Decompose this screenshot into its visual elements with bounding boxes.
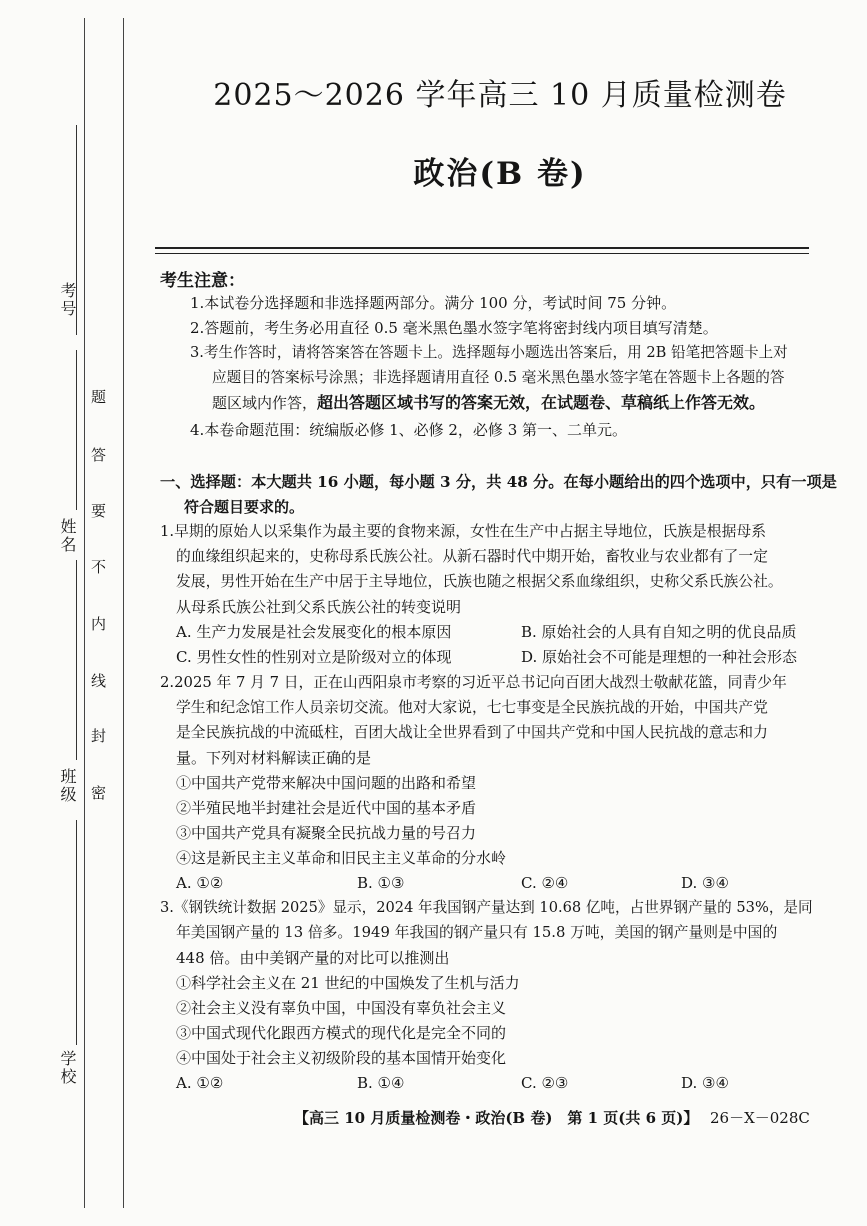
paper-code: 26－X－028C xyxy=(710,1109,810,1127)
q2-option-a: A. ①② xyxy=(176,874,224,892)
notice-item-1: 1.本试卷分选择题和非选择题两部分。满分 100 分，考试时间 75 分钟。 xyxy=(190,294,677,312)
q1-option-b: B. 原始社会的人具有自知之明的优良品质 xyxy=(521,623,797,641)
notice-item-3-end xyxy=(212,393,765,413)
q2-option-c: C. ②④ xyxy=(521,874,569,892)
q3-stem-line-3: 448 倍。由中美钢产量的对比可以推测出 xyxy=(176,949,450,967)
q3-option-b: B. ①④ xyxy=(357,1074,405,1092)
notice-warning: 超出答题区域书写的答案无效，在试题卷、草稿纸上作答无效。 xyxy=(317,393,766,412)
notice-item-3-tail: 题区域内作答， xyxy=(212,394,318,412)
banji-fill-line xyxy=(76,820,77,1045)
q2-stem-line-3: 是全民族抗战的中流砥柱，百团大战让全世界看到了中国共产党和中国人民抗战的意志和力 xyxy=(176,724,768,741)
q3-stem-line-1: 3.《钢铁统计数据 2025》显示，2024 年我国钢产量达到 10.68 亿吨，占世界钢产量的 53%，是同 xyxy=(160,899,813,916)
q3-item-3: ③中国式现代化跟西方模式的现代化是完全不同的 xyxy=(176,1024,507,1042)
q1-option-a: A. 生产力发展是社会发展变化的根本原因 xyxy=(176,623,452,641)
q2-stem-line-4: 量。下列对材料解读正确的是 xyxy=(176,749,372,767)
q1-stem-line-4: 从母系氏族公社到父系氏族公社的转变说明 xyxy=(176,598,462,616)
notice-item-3: 3.考生作答时，请将答案答在答题卡上。选择题每小题选出答案后，用 2B 铅笔把答题卡上对 xyxy=(190,344,788,361)
q2-option-b: B. ①③ xyxy=(357,874,405,892)
header-rule-bottom xyxy=(155,253,809,254)
notice-item-3-cont: 应题目的答案标号涂黑；非选择题请用直径 0.5 毫米黑色墨水签字笔在答题卡上各题的答 xyxy=(212,369,785,386)
binding-line-outer xyxy=(84,18,85,1208)
kaohao-label: 考号 xyxy=(58,282,77,318)
q3-option-a: A. ①② xyxy=(176,1074,224,1092)
q3-stem-line-2: 年美国钢产量的 13 倍多。1949 年我国的钢产量只有 15.8 万吨，美国的钢产量则是中国的 xyxy=(176,924,778,941)
q2-item-1: ①中国共产党带来解决中国问题的出路和希望 xyxy=(176,774,477,792)
q3-option-c: C. ②③ xyxy=(521,1074,569,1092)
xingming-fill-line xyxy=(76,350,77,510)
page-footer: 【高三 10 月质量检测卷・政治(B 卷) 第 1 页(共 6 页)】 xyxy=(294,1109,699,1127)
header-rule-top xyxy=(155,247,809,249)
q2-item-3: ③中国共产党具有凝聚全民抗战力量的号召力 xyxy=(176,824,477,842)
xingming-label: 姓名 xyxy=(58,518,77,554)
q2-stem-line-1: 2.2025 年 7 月 7 日，正在山西阳泉市考察的习近平总书记向百团大战烈士敬献花篮，同青少年 xyxy=(160,674,787,691)
q3-option-d: D. ③④ xyxy=(681,1074,729,1092)
notice-item-4: 4.本卷命题范围：统编版必修 1、必修 2，必修 3 第一、二单元。 xyxy=(190,421,628,439)
q3-item-1: ①科学社会主义在 21 世纪的中国焕发了生机与活力 xyxy=(176,974,520,992)
seal-char-nei: 内 xyxy=(91,615,107,633)
q2-option-d: D. ③④ xyxy=(681,874,729,892)
xingming-fill-line-lower xyxy=(76,560,77,760)
q3-item-4: ④中国处于社会主义初级阶段的基本国情开始变化 xyxy=(176,1049,507,1067)
banji-label: 班级 xyxy=(58,768,77,804)
seal-char-yao: 要 xyxy=(91,502,107,520)
q3-item-2: ②社会主义没有辜负中国，中国没有辜负社会主义 xyxy=(176,999,507,1017)
q1-stem-line-1: 1.早期的原始人以采集作为最主要的食物来源，女性在生产中占据主导地位，氏族是根据母系 xyxy=(160,523,766,540)
q2-item-2: ②半殖民地半封建社会是近代中国的基本矛盾 xyxy=(176,799,477,817)
seal-char-mi: 密 xyxy=(91,784,107,802)
seal-char-feng: 封 xyxy=(91,727,107,745)
seal-char-da: 答 xyxy=(91,446,107,464)
exam-title: 2025～2026 学年高三 10 月质量检测卷 xyxy=(213,78,787,113)
notice-item-2: 2.答题前，考生务必用直径 0.5 毫米黑色墨水签字笔将密封线内项目填写清楚。 xyxy=(190,319,718,337)
q1-stem-line-3: 发展，男性开始在生产中居于主导地位，氏族也随之根据父系血缘组织，史称父系氏族公社。 xyxy=(176,573,783,590)
q2-item-4: ④这是新民主主义革命和旧民主主义革命的分水岭 xyxy=(176,849,507,867)
exam-subtitle: 政治(B 卷) xyxy=(413,156,587,192)
q1-option-c: C. 男性女性的性别对立是阶级对立的体现 xyxy=(176,648,452,666)
section1-heading-cont: 符合题目要求的。 xyxy=(184,498,305,516)
q1-stem-line-2: 的血缘组织起来的，史称母系氏族公社。从新石器时代中期开始，畜牧业与农业都有了一定 xyxy=(176,548,768,565)
seal-char-bu: 不 xyxy=(91,558,107,576)
seal-char-ti: 题 xyxy=(91,388,107,406)
q1-option-d: D. 原始社会不可能是理想的一种社会形态 xyxy=(521,648,798,666)
binding-line-inner xyxy=(123,18,124,1208)
section1-heading: 一、选择题：本大题共 16 小题，每小题 3 分，共 48 分。在每小题给出的四个选项中，只有一项是 xyxy=(160,473,837,491)
xuexiao-label: 学校 xyxy=(58,1050,77,1086)
notice-heading: 考生注意： xyxy=(160,271,245,291)
q2-stem-line-2: 学生和纪念馆工作人员亲切交流。他对大家说，七七事变是全民族抗战的开始，中国共产党 xyxy=(176,699,768,716)
seal-char-xian: 线 xyxy=(91,672,107,690)
